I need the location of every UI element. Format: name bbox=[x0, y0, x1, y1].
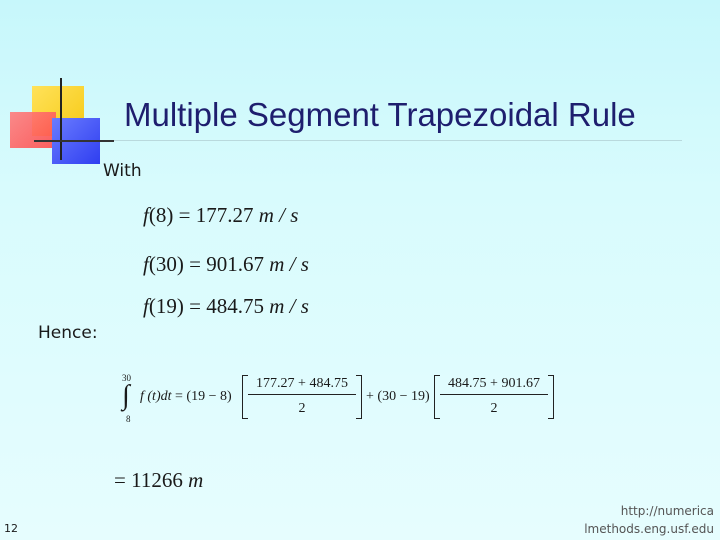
title-divider-accent bbox=[34, 140, 114, 142]
slide-number: 12 bbox=[4, 522, 18, 535]
footer-url-line1: http://numerica bbox=[620, 504, 714, 518]
with-label: With bbox=[103, 161, 142, 181]
integrand: f (t)dt = (19 − 8) bbox=[140, 389, 232, 404]
integral-expression bbox=[118, 372, 568, 426]
title-divider bbox=[34, 140, 682, 141]
footer-url-line2: lmethods.eng.usf.edu bbox=[584, 522, 714, 536]
equation-f19: f(19) = 484.75 m / s bbox=[143, 294, 309, 318]
slide-title: Multiple Segment Trapezoidal Rule bbox=[124, 96, 636, 133]
equation-f8: f(8) = 177.27 m / s bbox=[143, 203, 299, 227]
bracket-right-1 bbox=[356, 375, 362, 419]
logo-red-square bbox=[10, 112, 56, 148]
integral-sign: ∫ bbox=[122, 380, 130, 411]
footer-url[interactable] bbox=[560, 502, 714, 538]
logo-vertical-line bbox=[60, 78, 62, 160]
equation-f30: f(30) = 901.67 m / s bbox=[143, 252, 309, 276]
result-equation: = 11266 m bbox=[114, 468, 204, 492]
fraction-1: $\frac{177.27 + 484.75}{2}$ bbox=[248, 376, 356, 417]
integral-upper-limit: 30 bbox=[122, 373, 131, 383]
fraction-2: $\frac{484.75 + 901.67}{2}$ bbox=[440, 376, 548, 417]
plus-term: + (30 − 19) bbox=[366, 389, 430, 404]
hence-label: Hence: bbox=[38, 323, 98, 343]
bracket-right-2 bbox=[548, 375, 554, 419]
integral-lower-limit: 8 bbox=[126, 414, 131, 424]
